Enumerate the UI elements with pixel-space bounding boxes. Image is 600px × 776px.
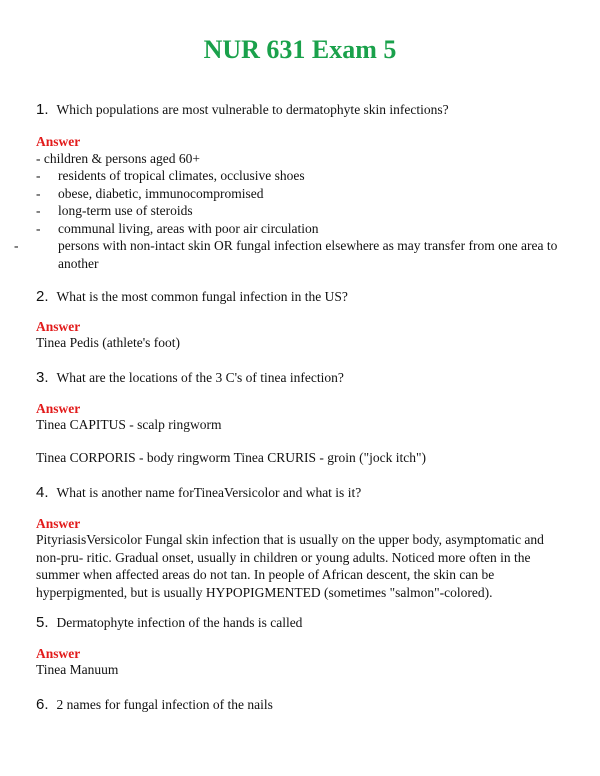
answer-label-2: Answer [36, 319, 81, 334]
answer-5-text: Tinea Manuum [36, 662, 119, 677]
answer-1-first-line: - children & persons aged 60+ [36, 151, 200, 166]
answer-1-bullet-1: - residents of tropical climates, occlusive shoes [36, 168, 305, 183]
question-5 [36, 614, 564, 632]
question-text: What is the most common fungal infection in the US? [56, 289, 348, 304]
question-text: Dermatophyte infection of the hands is called [56, 615, 303, 630]
question-1 [36, 101, 564, 119]
question-text: Which populations are most vulnerable to dermatophyte skin infections? [56, 102, 449, 117]
answer-1-bullet-5: - persons with non-intact skin OR fungal infection elsewhere as may transfer from one area to another [14, 238, 558, 271]
answer-1-bullet-3: - long-term use of steroids [36, 203, 193, 218]
answer-label-4: Answer [36, 516, 81, 531]
question-4 [36, 484, 564, 502]
answer-4-text: PityriasisVersicolor Fungal skin infection that is usually on the upper body, asymptomatic and non-pru- ritic. Gradual onset, usually in children or young adults. Noticed more often in the summer when affected areas do not tan. In people of African descent, the skin can be hyperpigmented, but is usually HYPOPIGMENTED (sometimes "salmon"-colored). [36, 532, 544, 600]
question-number: 4. [36, 484, 49, 501]
question-number: 5. [36, 614, 49, 631]
answer-label-1: Answer [36, 134, 81, 149]
answer-2-text: Tinea Pedis (athlete's foot) [36, 335, 181, 350]
document-title: NUR 631 Exam 5 [203, 35, 397, 64]
question-2 [36, 288, 564, 306]
answer-3-text: Tinea CAPITUS - scalp ringworm [36, 417, 222, 432]
question-6 [36, 696, 564, 714]
question-number: 3. [36, 369, 49, 386]
answer-label-5: Answer [36, 646, 81, 661]
question-number: 2. [36, 288, 49, 305]
answer-3-text-2: Tinea CORPORIS - body ringworm Tinea CRURIS - groin ("jock itch") [36, 450, 427, 465]
question-3 [36, 369, 564, 387]
question-text: 2 names for fungal infection of the nails [56, 697, 273, 712]
answer-1-bullet-2: - obese, diabetic, immunocompromised [36, 186, 264, 201]
answer-1-bullet-4: - communal living, areas with poor air circulation [36, 221, 319, 236]
question-text: What is another name forTineaVersicolor and what is it? [56, 485, 362, 500]
question-text: What are the locations of the 3 C's of tinea infection? [56, 370, 344, 385]
question-number: 6. [36, 696, 49, 713]
answer-label-3: Answer [36, 401, 81, 416]
question-number: 1. [36, 101, 49, 118]
